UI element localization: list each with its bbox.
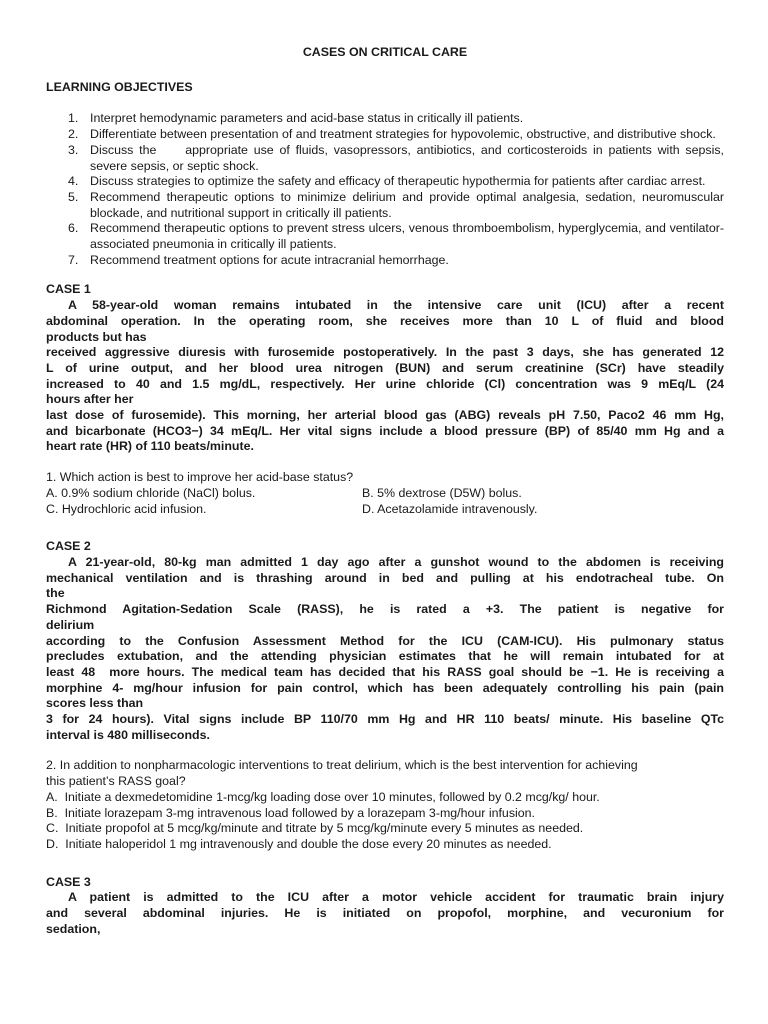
objective-item: 5. Recommend therapeutic options to minimize delirium and provide optimal analgesia, sedation, neuromuscular blockade, and nutritional support in critically ill patients. xyxy=(68,189,724,220)
case-text-line: least 48 more hours. The medical team has decided that his RASS goal should be −1. He is receiving a xyxy=(46,664,724,679)
case-text-line: A 58-year-old woman remains intubated in the intensive care unit (ICU) after a recent xyxy=(68,298,724,313)
case-text-line: Richmond Agitation-Sedation Scale (RASS), he is rated a +3. The patient is negative for xyxy=(46,602,724,617)
option-c: C. Initiate propofol at 5 mcg/kg/minute and titrate by 5 mcg/kg/minute every 5 minutes as needed. xyxy=(46,821,584,836)
case-text-line: products but has xyxy=(46,329,147,344)
objective-item: 2. Differentiate between presentation of and treatment strategies for hypovolemic, obstructive, and distributive shock. xyxy=(68,127,716,142)
option-a: A. Initiate a dexmedetomidine 1-mcg/kg loading dose over 10 minutes, followed by 0.2 mcg/kg/ hour. xyxy=(46,789,600,804)
case-text-line: 3 for 24 hours). Vital signs include BP 110/70 mm Hg and HR 110 beats/ minute. His baseline QTc xyxy=(46,712,724,727)
case-text-line: morphine 4- mg/hour infusion for pain control, which has been adequately controlling his pain (pain xyxy=(46,680,724,695)
objective-item: 1. Interpret hemodynamic parameters and acid-base status in critically ill patients. xyxy=(68,111,524,126)
case-1-body xyxy=(46,298,724,455)
question-2 xyxy=(46,758,724,789)
question-1: 1. Which action is best to improve her acid-base status? xyxy=(46,470,354,485)
learning-objectives-list xyxy=(46,111,728,268)
case-text-line: abdominal operation. In the operating room, she receives more than 10 L of fluid and blood xyxy=(46,313,724,328)
objective-item: 3. Discuss the appropriate use of fluids, vasopressors, antibiotics, and corticosteroids in patients with sepsis, severe sepsis, or septic shock. xyxy=(68,142,728,173)
case-text-line: according to the Confusion Assessment Method for the ICU (CAM-ICU). His pulmonary status xyxy=(46,633,724,648)
question-2-options xyxy=(46,790,724,853)
option-b: B. 5% dextrose (D5W) bolus. xyxy=(362,485,522,500)
document-title: CASES ON CRITICAL CARE xyxy=(302,45,468,59)
case-text-line: A 21-year-old, 80-kg man admitted 1 day ago after a gunshot wound to the abdomen is receiving xyxy=(68,554,724,569)
case-3-body xyxy=(46,890,724,937)
case-text-line: heart rate (HR) of 110 beats/minute. xyxy=(46,439,254,454)
option-a: A. 0.9% sodium chloride (NaCl) bolus. xyxy=(46,485,256,500)
case-text-line: the xyxy=(46,586,65,601)
question-1-options xyxy=(46,486,724,517)
objective-item: 4. Discuss strategies to optimize the safety and efficacy of therapeutic hypothermia for patients after cardiac arrest. xyxy=(68,174,706,189)
case-text-line: last dose of furosemide). This morning, her arterial blood gas (ABG) reveals pH 7.50, Paco2 46 mm Hg, xyxy=(46,408,724,423)
case-text-line: interval is 480 milliseconds. xyxy=(46,727,210,742)
case-text-line: scores less than xyxy=(46,696,144,711)
learning-objectives-heading: LEARNING OBJECTIVES xyxy=(46,79,193,94)
case-1-heading: CASE 1 xyxy=(46,282,91,297)
case-text-line: hours after her xyxy=(46,392,134,407)
question-2-line: this patient’s RASS goal? xyxy=(46,774,186,789)
case-text-line: received aggressive diuresis with furosemide postoperatively. In the past 3 days, she has generated 12 xyxy=(46,345,724,360)
case-2-heading: CASE 2 xyxy=(46,539,91,554)
case-text-line: precludes extubation, and the attending physician estimates that he will remain intubated for at xyxy=(46,649,724,664)
case-2-body xyxy=(46,555,724,743)
case-text-line: A patient is admitted to the ICU after a motor vehicle accident for traumatic brain injury xyxy=(68,890,724,905)
objective-item: 6. Recommend therapeutic options to prevent stress ulcers, venous thromboembolism, hyperglycemia, and ventilator-associated pneumonia in critically ill patients. xyxy=(68,221,724,252)
case-3-heading: CASE 3 xyxy=(46,874,91,889)
case-text-line: L of urine output, and her blood urea nitrogen (BUN) and serum creatinine (SCr) have steadily xyxy=(46,360,724,375)
objective-item: 7. Recommend treatment options for acute intracranial hemorrhage. xyxy=(68,252,449,267)
question-2-line: 2. In addition to nonpharmacologic interventions to treat delirium, which is the best intervention for achieving xyxy=(46,758,638,773)
case-text-line: and several abdominal injuries. He is initiated on propofol, morphine, and vecuronium for xyxy=(46,906,724,921)
case-text-line: mechanical ventilation and is thrashing around in bed and pulling at his endotracheal tube. On xyxy=(46,570,724,585)
case-text-line: sedation, xyxy=(46,921,101,936)
option-d: D. Initiate haloperidol 1 mg intravenously and double the dose every 20 minutes as needed. xyxy=(46,836,552,851)
option-b: B. Initiate lorazepam 3-mg intravenous load followed by a lorazepam 3-mg/hour infusion. xyxy=(46,805,536,820)
option-c: C. Hydrochloric acid infusion. xyxy=(46,501,207,516)
case-text-line: delirium xyxy=(46,617,95,632)
case-text-line: increased to 40 and 1.5 mg/dL, respectively. Her urine chloride (Cl) concentration was 9 mEq/L (24 xyxy=(46,376,724,391)
case-text-line: and bicarbonate (HCO3−) 34 mEq/L. Her vital signs include a blood pressure (BP) of 85/40 mm Hg and a xyxy=(46,423,724,438)
option-d: D. Acetazolamide intravenously. xyxy=(362,501,538,516)
